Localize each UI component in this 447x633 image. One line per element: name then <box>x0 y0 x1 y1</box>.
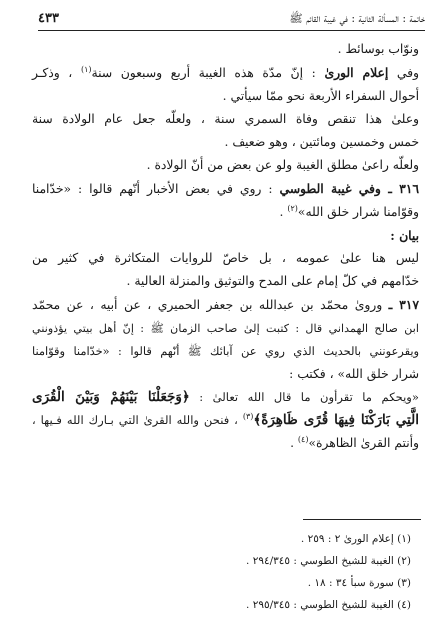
text-line: ولعلّه راعىٰ مطلق الغيبة ولو عن بعض من أنّ الولادة . <box>146 158 419 172</box>
running-title: خاتمة : المسألة الثانية : في غيبة القائم ﷺ <box>289 12 425 25</box>
paragraph-317: ٣١٧ ـ وروىٰ محمّد بن عبدالله بن جعفر الحميري ، عن أبيه ، عن محمّد <box>32 297 419 312</box>
footnotes <box>40 528 411 616</box>
text-line: خدّامهم في كلّ إمام على المدح والتوثيق والمنزلة العالية . <box>126 274 419 288</box>
text-line: ويقرعونني بالحديث الذي روي عن آبائك ﷺ أنّهم قالوا : «خدّامنا وقوّامنا <box>32 344 419 358</box>
text-line: أحوال السفراء الأربعة نحو ممّا سيأتي . <box>222 89 419 103</box>
quran-verse: ﴿وَجَعَلْنَا بَيْنَهُمْ وَبَيْنَ الْقُرَى <box>32 389 190 405</box>
text-line: ليس هنا علىٰ عمومه ، بل خاصّ للروايات المتكاثرة في كثير من <box>32 251 419 265</box>
footnote-ref: (١) <box>80 64 92 74</box>
text-line: وعلىٰ هذا تنقص وفاة السمري سنة ، ولعلّه جعل عام الولادة سنة <box>32 112 419 126</box>
book-title: غيبة الطوسي <box>279 181 352 196</box>
main-text <box>32 38 419 455</box>
footnote: (٣) سورة سبأ ٣٤ : ١٨ . <box>307 577 411 589</box>
text-line: وأنتم القرىٰ الظاهرة»$^{(٤)}$ . <box>290 434 419 450</box>
footnote: (٢) الغيبة للشيخ الطوسي : ٢٩٤/٣٤٥ . <box>246 555 411 567</box>
footnote-ref: (٢) <box>287 203 298 213</box>
footnote: (٤) الغيبة للشيخ الطوسي : ٢٩٥/٣٤٥ . <box>246 599 411 611</box>
quran-line: الَّتِي بَارَكْنَا فِيهَا قُرًى ظَاهِرَةً﴾$^{(٣)}$ ، فنحن والله القرىٰ التي بـارك الله فـيها ، <box>32 412 419 428</box>
page-number: ٤٣٣ <box>38 11 59 26</box>
text-line: ابن صالح الهمداني قال : كتبت إلىٰ صاحب الزمان ﷺ : إنّ أهل بيتي يؤذونني <box>32 322 419 335</box>
text-line: وقوّامنا شرار خلق الله»$^{(٢)}$ . <box>279 203 419 219</box>
paragraph-316: ٣١٦ ـ وفي غيبة الطوسي : روي في بعض الأخبار أنّهم قالوا : «خدّامنا <box>32 181 419 196</box>
book-title: إعلام الورىٰ <box>324 65 389 80</box>
footnote: (١) إعلام الورىٰ ٢ : ٢٥٩ . <box>300 533 411 545</box>
section-heading-bayan: بيان : <box>390 228 419 243</box>
running-header <box>38 8 425 31</box>
paragraph-ilam-alwara: وفي إعلام الورىٰ : إنّ مدّة هذه الغيبة أربع وسبعون سنة$^{(١)}$ ، وذكـر <box>32 64 419 80</box>
footnote-ref: (٣) <box>242 412 254 422</box>
text-line: شرار خلق الله» ، فكتب : <box>289 367 419 381</box>
text-line: خمس وخمسين ومائتين ، وهو ضعيف . <box>224 135 419 149</box>
text-line: ونوّاب بوسائط . <box>337 42 419 56</box>
quran-line: «ويحكم ما تقرأون ما قال الله تعالىٰ : ﴿وَجَعَلْنَا بَيْنَهُمْ وَبَيْنَ الْقُرَى <box>32 389 419 405</box>
footnote-divider <box>303 519 421 520</box>
footnote-ref: (٤) <box>297 434 309 444</box>
quran-verse: الَّتِي بَارَكْنَا فِيهَا قُرًى ظَاهِرَةً﴾ <box>253 412 419 428</box>
